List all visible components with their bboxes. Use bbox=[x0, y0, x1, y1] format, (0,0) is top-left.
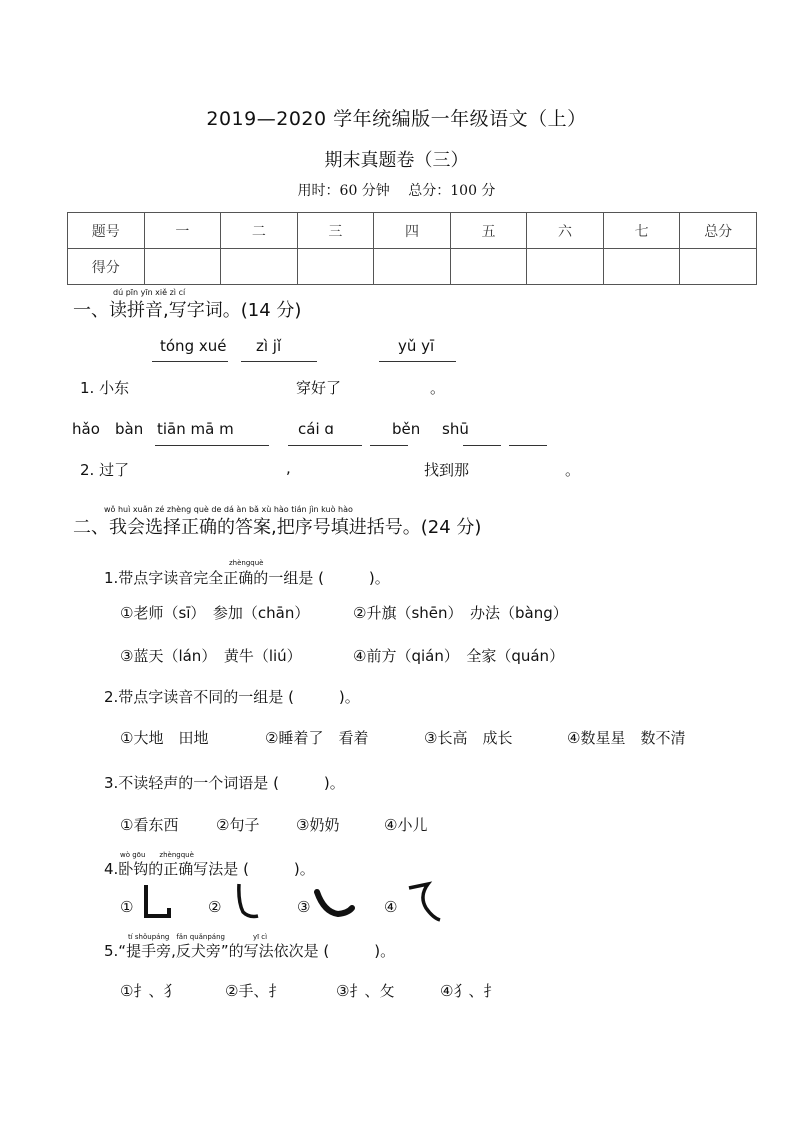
score-input-cell[interactable] bbox=[450, 249, 527, 285]
q1-option-2[interactable]: ②升旗（shēn） 办法（bàng） bbox=[353, 604, 568, 622]
sentence2-start: 2. 过了 bbox=[80, 461, 130, 479]
stroke-4-icon bbox=[406, 880, 446, 924]
q4-option-4[interactable]: ④ bbox=[384, 898, 398, 916]
pinyin-caia: cái ɑ bbox=[298, 420, 334, 438]
table-cell: 题号 bbox=[68, 213, 145, 249]
table-row bbox=[68, 213, 757, 249]
q5-pinyin: tí shǒupáng fǎn quǎnpáng yī cì bbox=[128, 933, 268, 941]
pinyin-hao: hǎo bbox=[72, 420, 100, 438]
sentence1-mid: 穿好了 bbox=[296, 379, 342, 397]
pinyin-ziji: zì jǐ bbox=[256, 337, 282, 355]
q5-option-3[interactable]: ③扌、攵 bbox=[336, 982, 395, 1000]
stroke-1-icon bbox=[142, 882, 174, 922]
sentence2-mid: 找到那 bbox=[424, 461, 470, 479]
pinyin-tongxue: tóng xué bbox=[160, 337, 227, 355]
table-cell: 六 bbox=[527, 213, 604, 249]
answer-blank[interactable] bbox=[241, 361, 317, 362]
score-input-cell[interactable] bbox=[144, 249, 221, 285]
q1-pinyin: zhèngquè bbox=[229, 559, 264, 567]
score-input-cell[interactable] bbox=[221, 249, 298, 285]
exam-title: 2019—2020 学年统编版一年级语文（上） bbox=[206, 108, 587, 130]
q1-option-4[interactable]: ④前方（qián） 全家（quán） bbox=[353, 647, 565, 665]
q3-option-3[interactable]: ③奶奶 bbox=[296, 816, 340, 834]
table-row bbox=[68, 249, 757, 285]
q3-option-1[interactable]: ①看东西 bbox=[120, 816, 179, 834]
q1-option-3[interactable]: ③蓝天（lán） 黄牛（liú） bbox=[120, 647, 302, 665]
q4-option-2[interactable]: ② bbox=[208, 898, 222, 916]
pinyin-tianmam: tiān mā m bbox=[157, 420, 234, 438]
q2-option-4[interactable]: ④数星星 数不清 bbox=[567, 729, 686, 747]
q5-option-4[interactable]: ④犭、扌 bbox=[440, 982, 499, 1000]
question-3: 3.不读轻声的一个词语是 ( )。 bbox=[104, 774, 345, 792]
score-table bbox=[67, 212, 757, 285]
table-cell: 三 bbox=[297, 213, 374, 249]
q4-pinyin: wò gōu zhèngquè bbox=[120, 851, 194, 859]
section2-heading: 二、我会选择正确的答案,把序号填进括号。(24 分) bbox=[73, 517, 482, 538]
question-5: 5.“提手旁,反犬旁”的写法依次是 ( )。 bbox=[104, 942, 396, 960]
answer-blank[interactable] bbox=[152, 361, 228, 362]
q5-option-1[interactable]: ①扌、犭 bbox=[120, 982, 179, 1000]
sentence2-comma: , bbox=[286, 459, 291, 477]
q2-option-3[interactable]: ③长高 成长 bbox=[424, 729, 513, 747]
answer-blank[interactable] bbox=[370, 445, 408, 446]
q4-option-3[interactable]: ③ bbox=[297, 898, 311, 916]
table-cell: 五 bbox=[450, 213, 527, 249]
exam-subtitle: 期末真题卷（三） bbox=[324, 150, 469, 171]
table-cell: 一 bbox=[144, 213, 221, 249]
answer-blank[interactable] bbox=[288, 445, 362, 446]
pinyin-shu: shū bbox=[442, 420, 469, 438]
section1-heading: 一、读拼音,写字词。(14 分) bbox=[73, 300, 302, 321]
section1-pinyin: dú pīn yīn xiě zì cí bbox=[113, 288, 186, 297]
question-4: 4.卧钩的正确写法是 ( )。 bbox=[104, 860, 315, 878]
table-cell: 四 bbox=[374, 213, 451, 249]
section2-pinyin: wǒ huì xuǎn zé zhèng què de dá àn bǎ xù hào tián jìn kuò hào bbox=[104, 505, 353, 514]
q1-option-1[interactable]: ①老师（sī） 参加（chān） bbox=[120, 604, 310, 622]
answer-blank[interactable] bbox=[155, 445, 269, 446]
pinyin-ban: bàn bbox=[115, 420, 144, 438]
pinyin-ben: běn bbox=[392, 420, 421, 438]
pinyin-yuyi: yǔ yī bbox=[398, 337, 435, 355]
exam-meta: 用时：60 分钟 总分：100 分 bbox=[297, 183, 496, 199]
q2-option-2[interactable]: ②睡着了 看着 bbox=[265, 729, 369, 747]
stroke-3-icon bbox=[314, 886, 356, 920]
score-input-cell[interactable] bbox=[297, 249, 374, 285]
q3-option-2[interactable]: ②句子 bbox=[216, 816, 260, 834]
sentence1-end: 。 bbox=[430, 379, 446, 397]
q5-option-2[interactable]: ②手、扌 bbox=[225, 982, 284, 1000]
table-cell: 得分 bbox=[68, 249, 145, 285]
question-1: 1.带点字读音完全正确的一组是 ( )。 bbox=[104, 569, 390, 587]
q4-option-1[interactable]: ① bbox=[120, 898, 134, 916]
question-2: 2.带点字读音不同的一组是 ( )。 bbox=[104, 688, 360, 706]
score-input-cell[interactable] bbox=[680, 249, 757, 285]
score-input-cell[interactable] bbox=[527, 249, 604, 285]
answer-blank[interactable] bbox=[379, 361, 456, 362]
q2-option-1[interactable]: ①大地 田地 bbox=[120, 729, 209, 747]
table-cell: 二 bbox=[221, 213, 298, 249]
score-input-cell[interactable] bbox=[374, 249, 451, 285]
answer-blank[interactable] bbox=[509, 445, 547, 446]
sentence1-start: 1. 小东 bbox=[80, 379, 130, 397]
table-cell: 总分 bbox=[680, 213, 757, 249]
answer-blank[interactable] bbox=[463, 445, 501, 446]
table-cell: 七 bbox=[603, 213, 680, 249]
sentence2-end: 。 bbox=[565, 461, 581, 479]
q3-option-4[interactable]: ④小儿 bbox=[384, 816, 428, 834]
score-input-cell[interactable] bbox=[603, 249, 680, 285]
stroke-2-icon bbox=[234, 882, 264, 922]
